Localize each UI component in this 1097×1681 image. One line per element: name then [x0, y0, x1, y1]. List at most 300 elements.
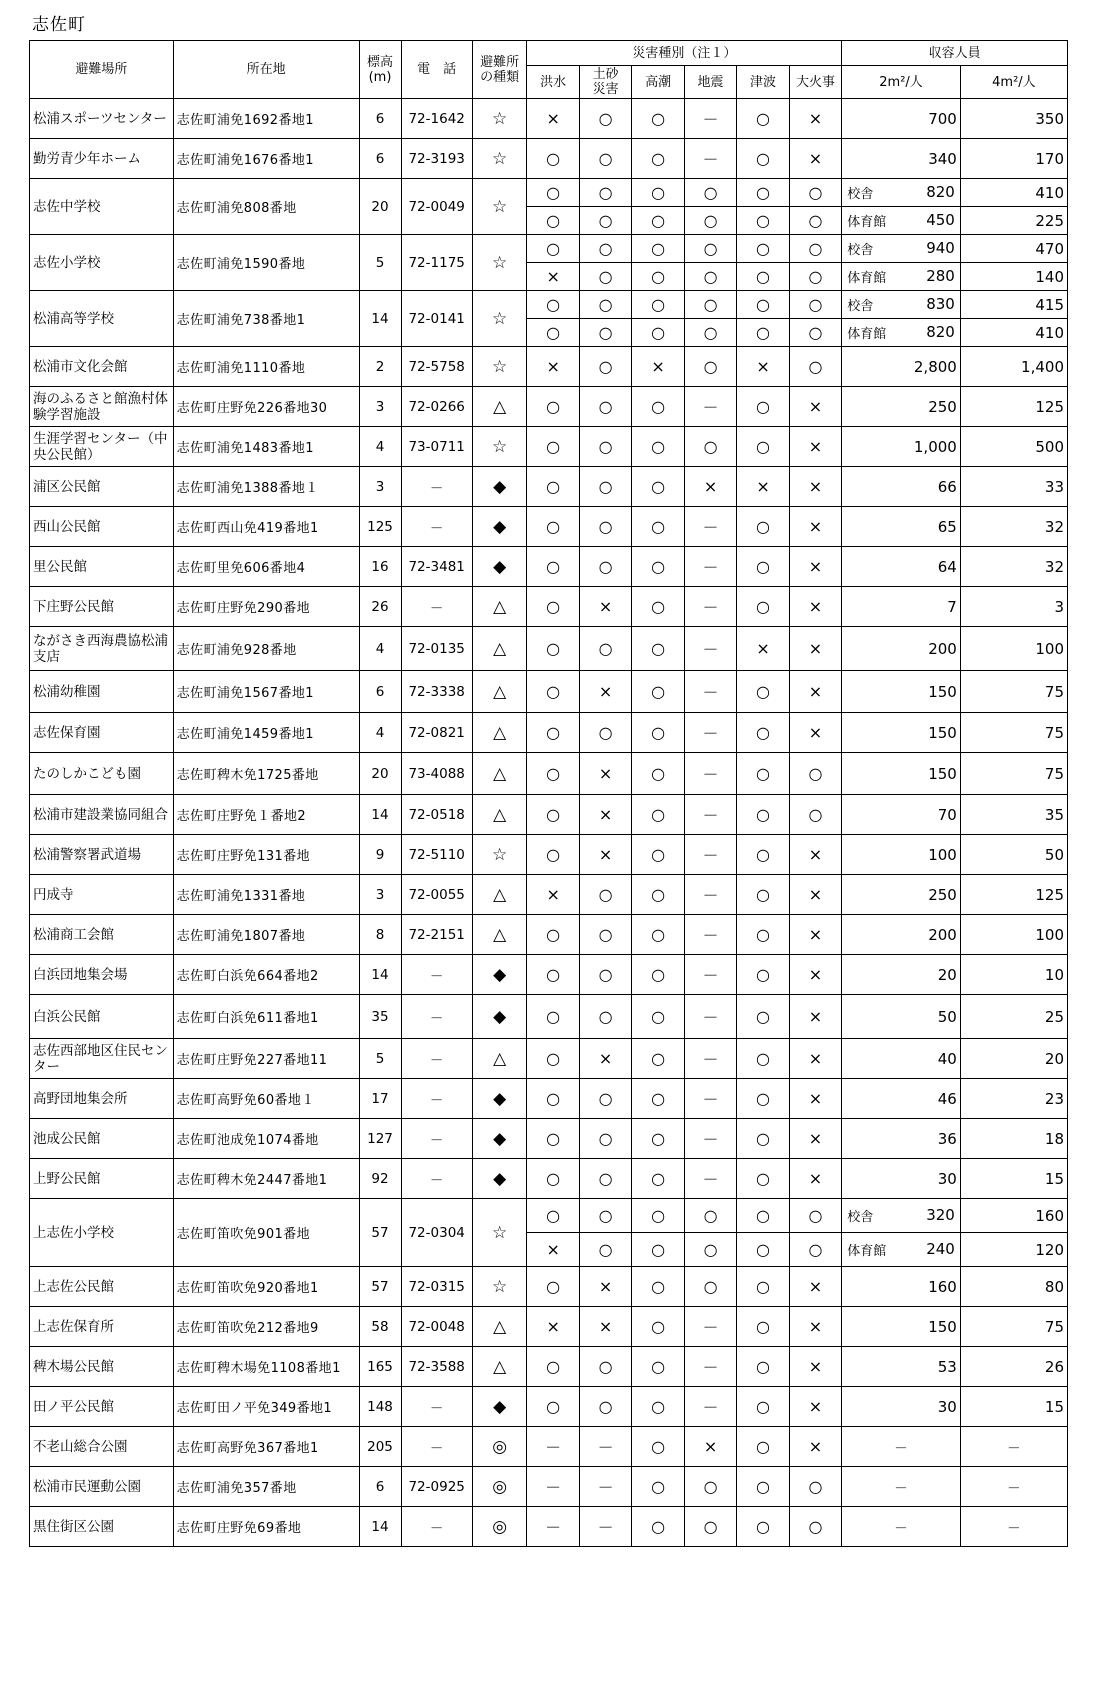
shelter-name: 黒住街区公園	[30, 1507, 174, 1547]
disaster-earthquake-mark: －	[684, 795, 736, 835]
table-row	[30, 1387, 1068, 1427]
disaster-flood-mark: ○	[527, 753, 579, 795]
capacity-4m-value: 75	[960, 1307, 1067, 1347]
disaster-earthquake-mark: ○	[684, 427, 736, 467]
shelter-name: 西山公民館	[30, 507, 174, 547]
disaster-tsunami-mark: ○	[737, 875, 789, 915]
disaster-large-fire-mark: ○	[789, 1199, 841, 1233]
shelter-name: 上志佐公民館	[30, 1267, 174, 1307]
disaster-large-fire-mark: ×	[789, 387, 841, 427]
disaster-earthquake-mark: ○	[684, 263, 736, 291]
shelter-phone: 72-5758	[401, 347, 472, 387]
disaster-tsunami-mark: ○	[737, 713, 789, 753]
disaster-landslide-mark: ×	[579, 835, 631, 875]
disaster-storm-surge-mark: ○	[632, 263, 684, 291]
shelter-elevation: 35	[359, 995, 401, 1039]
header-elevation: 標高 (m)	[359, 41, 401, 99]
disaster-storm-surge-mark: ○	[632, 179, 684, 207]
shelter-elevation: 4	[359, 627, 401, 671]
capacity-2m-value: 150	[842, 671, 961, 713]
capacity-2m-value: －	[842, 1427, 961, 1467]
disaster-tsunami-mark: ○	[737, 1267, 789, 1307]
table-row	[30, 1267, 1068, 1307]
disaster-tsunami-mark: ○	[737, 1039, 789, 1079]
shelter-address: 志佐町西山免419番地1	[173, 507, 359, 547]
table-row	[30, 995, 1068, 1039]
table-row	[30, 835, 1068, 875]
capacity-4m-value: 25	[960, 995, 1067, 1039]
shelter-elevation: 92	[359, 1159, 401, 1199]
shelter-type-symbol: ☆	[472, 347, 527, 387]
disaster-large-fire-mark: ○	[789, 291, 841, 319]
disaster-landslide-mark: ×	[579, 795, 631, 835]
shelter-name: 志佐小学校	[30, 235, 174, 291]
disaster-storm-surge-mark: ○	[632, 99, 684, 139]
capacity-2m-value: －	[842, 1507, 961, 1547]
capacity-2m-value: 150	[842, 713, 961, 753]
shelter-name: たのしかこども園	[30, 753, 174, 795]
capacity-2m-value: 250	[842, 875, 961, 915]
capacity-2m-value: 65	[842, 507, 961, 547]
capacity-4m-value: 15	[960, 1159, 1067, 1199]
shelter-address: 志佐町浦免1676番地1	[173, 139, 359, 179]
disaster-flood-mark: ○	[527, 1159, 579, 1199]
disaster-large-fire-mark: ○	[789, 795, 841, 835]
table-row	[30, 587, 1068, 627]
disaster-storm-surge-mark: ○	[632, 1267, 684, 1307]
capacity-4m-value: 18	[960, 1119, 1067, 1159]
shelter-address: 志佐町浦免928番地	[173, 627, 359, 671]
shelter-phone: 73-4088	[401, 753, 472, 795]
shelter-phone: －	[401, 1507, 472, 1547]
disaster-landslide-mark: ○	[579, 1159, 631, 1199]
disaster-storm-surge-mark: ○	[632, 627, 684, 671]
shelter-address: 志佐町浦免1110番地	[173, 347, 359, 387]
shelter-elevation: 20	[359, 179, 401, 235]
header-address: 所在地	[173, 41, 359, 99]
shelter-type-symbol: ◎	[472, 1467, 527, 1507]
capacity-4m-value: 415	[960, 291, 1067, 319]
shelter-name: 円成寺	[30, 875, 174, 915]
capacity-2m-value: 450	[926, 211, 955, 229]
disaster-large-fire-mark: ×	[789, 99, 841, 139]
disaster-earthquake-mark: －	[684, 1119, 736, 1159]
disaster-tsunami-mark: ○	[737, 387, 789, 427]
disaster-earthquake-mark: ○	[684, 347, 736, 387]
shelter-address: 志佐町池成免1074番地	[173, 1119, 359, 1159]
disaster-flood-mark: ○	[527, 835, 579, 875]
header-storm-surge: 高潮	[632, 66, 684, 99]
disaster-earthquake-mark: ○	[684, 1507, 736, 1547]
shelter-elevation: 6	[359, 671, 401, 713]
shelter-phone: 72-3338	[401, 671, 472, 713]
disaster-large-fire-mark: ×	[789, 1079, 841, 1119]
capacity-2m-cell	[842, 1199, 961, 1233]
capacity-4m-value: 50	[960, 835, 1067, 875]
disaster-storm-surge-mark: ○	[632, 671, 684, 713]
facility-part-label: 校舎	[847, 187, 874, 202]
disaster-landslide-mark: ○	[579, 507, 631, 547]
disaster-storm-surge-mark: ○	[632, 235, 684, 263]
disaster-storm-surge-mark: ○	[632, 1427, 684, 1467]
shelter-phone: －	[401, 587, 472, 627]
capacity-2m-cell	[842, 263, 961, 291]
shelter-phone: 72-5110	[401, 835, 472, 875]
shelter-type-symbol: △	[472, 587, 527, 627]
disaster-tsunami-mark: ○	[737, 179, 789, 207]
table-row	[30, 235, 1068, 263]
disaster-storm-surge-mark: ○	[632, 1079, 684, 1119]
shelter-elevation: 14	[359, 291, 401, 347]
table-row	[30, 291, 1068, 319]
shelter-address: 志佐町庄野免226番地30	[173, 387, 359, 427]
shelter-elevation: 20	[359, 753, 401, 795]
shelter-phone: 72-3481	[401, 547, 472, 587]
capacity-2m-value: 36	[842, 1119, 961, 1159]
table-row	[30, 1427, 1068, 1467]
shelter-type-symbol: ◎	[472, 1507, 527, 1547]
disaster-tsunami-mark: ×	[737, 627, 789, 671]
disaster-storm-surge-mark: ○	[632, 1467, 684, 1507]
shelter-address: 志佐町稗木免1725番地	[173, 753, 359, 795]
facility-part-label: 体育館	[847, 327, 887, 342]
shelter-type-symbol: ◆	[472, 1387, 527, 1427]
table-row	[30, 627, 1068, 671]
disaster-storm-surge-mark: ○	[632, 955, 684, 995]
shelter-phone: 72-0049	[401, 179, 472, 235]
disaster-tsunami-mark: ○	[737, 235, 789, 263]
table-row	[30, 99, 1068, 139]
disaster-storm-surge-mark: ○	[632, 291, 684, 319]
shelter-name: 志佐保育園	[30, 713, 174, 753]
shelter-name: 志佐西部地区住民センター	[30, 1039, 174, 1079]
disaster-large-fire-mark: ○	[789, 1233, 841, 1267]
shelter-type-symbol: △	[472, 713, 527, 753]
table-row	[30, 467, 1068, 507]
shelter-elevation: 14	[359, 955, 401, 995]
shelter-address: 志佐町庄野免69番地	[173, 1507, 359, 1547]
shelter-table	[29, 40, 1068, 1547]
table-row	[30, 1507, 1068, 1547]
shelter-address: 志佐町庄野免290番地	[173, 587, 359, 627]
disaster-large-fire-mark: ×	[789, 915, 841, 955]
disaster-large-fire-mark: ×	[789, 835, 841, 875]
disaster-earthquake-mark: －	[684, 671, 736, 713]
disaster-storm-surge-mark: ○	[632, 1039, 684, 1079]
facility-part-label: 体育館	[847, 215, 887, 230]
capacity-2m-value: 280	[926, 267, 955, 285]
shelter-name: 田ノ平公民館	[30, 1387, 174, 1427]
shelter-type-symbol: ◎	[472, 1427, 527, 1467]
disaster-flood-mark: ○	[527, 587, 579, 627]
capacity-4m-value: 120	[960, 1233, 1067, 1267]
shelter-name: ながさき西海農協松浦支店	[30, 627, 174, 671]
shelter-address: 志佐町白浜免664番地2	[173, 955, 359, 995]
disaster-large-fire-mark: ×	[789, 1387, 841, 1427]
shelter-elevation: 8	[359, 915, 401, 955]
shelter-type-symbol: ◆	[472, 1159, 527, 1199]
capacity-2m-value: 830	[926, 295, 955, 313]
capacity-4m-value: －	[960, 1467, 1067, 1507]
shelter-phone: 73-0711	[401, 427, 472, 467]
shelter-phone: 72-3193	[401, 139, 472, 179]
shelter-type-symbol: △	[472, 915, 527, 955]
shelter-address: 志佐町高野免60番地１	[173, 1079, 359, 1119]
disaster-flood-mark: ○	[527, 671, 579, 713]
disaster-large-fire-mark: ×	[789, 1039, 841, 1079]
disaster-flood-mark: ×	[527, 1233, 579, 1267]
table-row	[30, 875, 1068, 915]
disaster-flood-mark: ○	[527, 1079, 579, 1119]
disaster-large-fire-mark: ○	[789, 319, 841, 347]
shelter-elevation: 6	[359, 99, 401, 139]
disaster-large-fire-mark: ×	[789, 875, 841, 915]
header-phone: 電 話	[401, 41, 472, 99]
disaster-tsunami-mark: ○	[737, 1199, 789, 1233]
disaster-tsunami-mark: ○	[737, 547, 789, 587]
shelter-phone: 72-1175	[401, 235, 472, 291]
disaster-flood-mark: ○	[527, 235, 579, 263]
capacity-2m-cell	[842, 319, 961, 347]
capacity-2m-value: 64	[842, 547, 961, 587]
disaster-earthquake-mark: ×	[684, 467, 736, 507]
shelter-address: 志佐町浦免1388番地１	[173, 467, 359, 507]
disaster-storm-surge-mark: ○	[632, 1199, 684, 1233]
disaster-landslide-mark: ○	[579, 319, 631, 347]
shelter-address: 志佐町高野免367番地1	[173, 1427, 359, 1467]
capacity-4m-value: 75	[960, 753, 1067, 795]
disaster-landslide-mark: ○	[579, 467, 631, 507]
capacity-2m-cell	[842, 179, 961, 207]
facility-part-label: 体育館	[847, 1244, 887, 1259]
capacity-4m-value: 125	[960, 387, 1067, 427]
disaster-storm-surge-mark: ○	[632, 1119, 684, 1159]
shelter-elevation: 165	[359, 1347, 401, 1387]
capacity-4m-value: 26	[960, 1347, 1067, 1387]
shelter-type-symbol: ☆	[472, 235, 527, 291]
disaster-large-fire-mark: ○	[789, 347, 841, 387]
shelter-elevation: 5	[359, 235, 401, 291]
shelter-phone: 72-0315	[401, 1267, 472, 1307]
shelter-address: 志佐町稗木免2447番地1	[173, 1159, 359, 1199]
shelter-phone: 72-0048	[401, 1307, 472, 1347]
capacity-2m-value: 240	[926, 1240, 955, 1258]
shelter-address: 志佐町笛吹免920番地1	[173, 1267, 359, 1307]
disaster-landslide-mark: ○	[579, 139, 631, 179]
shelter-phone: 72-0135	[401, 627, 472, 671]
disaster-storm-surge-mark: ○	[632, 319, 684, 347]
capacity-4m-value: 470	[960, 235, 1067, 263]
disaster-earthquake-mark: －	[684, 915, 736, 955]
table-row	[30, 1347, 1068, 1387]
disaster-storm-surge-mark: ○	[632, 995, 684, 1039]
shelter-elevation: 14	[359, 1507, 401, 1547]
disaster-earthquake-mark: ○	[684, 1233, 736, 1267]
shelter-elevation: 2	[359, 347, 401, 387]
shelter-elevation: 6	[359, 139, 401, 179]
disaster-large-fire-mark: ○	[789, 1507, 841, 1547]
disaster-earthquake-mark: －	[684, 587, 736, 627]
table-row	[30, 1467, 1068, 1507]
shelter-name: 海のふるさと館漁村体験学習施設	[30, 387, 174, 427]
disaster-landslide-mark: ×	[579, 587, 631, 627]
disaster-tsunami-mark: ○	[737, 1307, 789, 1347]
header-earthquake: 地震	[684, 66, 736, 99]
capacity-4m-value: 35	[960, 795, 1067, 835]
shelter-type-symbol: △	[472, 753, 527, 795]
shelter-phone: －	[401, 1119, 472, 1159]
disaster-landslide-mark: －	[579, 1467, 631, 1507]
shelter-name: 松浦市文化会館	[30, 347, 174, 387]
shelter-address: 志佐町浦免1331番地	[173, 875, 359, 915]
disaster-tsunami-mark: ○	[737, 835, 789, 875]
disaster-tsunami-mark: ○	[737, 507, 789, 547]
disaster-tsunami-mark: ○	[737, 1467, 789, 1507]
facility-part-label: 体育館	[847, 271, 887, 286]
disaster-tsunami-mark: ○	[737, 753, 789, 795]
disaster-earthquake-mark: －	[684, 995, 736, 1039]
capacity-2m-value: 66	[842, 467, 961, 507]
disaster-tsunami-mark: ○	[737, 263, 789, 291]
disaster-large-fire-mark: ×	[789, 627, 841, 671]
disaster-landslide-mark: ○	[579, 263, 631, 291]
shelter-type-symbol: ☆	[472, 835, 527, 875]
shelter-elevation: 58	[359, 1307, 401, 1347]
disaster-storm-surge-mark: ○	[632, 1159, 684, 1199]
capacity-4m-value: 125	[960, 875, 1067, 915]
disaster-tsunami-mark: ○	[737, 587, 789, 627]
capacity-4m-value: 3	[960, 587, 1067, 627]
shelter-address: 志佐町笛吹免212番地9	[173, 1307, 359, 1347]
shelter-type-symbol: ☆	[472, 139, 527, 179]
shelter-type-symbol: △	[472, 1039, 527, 1079]
shelter-name: 志佐中学校	[30, 179, 174, 235]
capacity-4m-value: 100	[960, 627, 1067, 671]
table-row	[30, 139, 1068, 179]
disaster-large-fire-mark: ×	[789, 1119, 841, 1159]
facility-part-label: 校舎	[847, 243, 874, 258]
disaster-landslide-mark: ○	[579, 875, 631, 915]
header-capacity-group: 収容人員	[842, 41, 1068, 66]
disaster-landslide-mark: ○	[579, 427, 631, 467]
disaster-large-fire-mark: ×	[789, 1427, 841, 1467]
disaster-landslide-mark: ×	[579, 1307, 631, 1347]
shelter-name: 浦区公民館	[30, 467, 174, 507]
disaster-large-fire-mark: ○	[789, 263, 841, 291]
disaster-flood-mark: ○	[527, 139, 579, 179]
disaster-earthquake-mark: －	[684, 875, 736, 915]
shelter-type-symbol: △	[472, 875, 527, 915]
capacity-2m-cell	[842, 207, 961, 235]
disaster-landslide-mark: ○	[579, 713, 631, 753]
disaster-landslide-mark: ○	[579, 1119, 631, 1159]
shelter-elevation: 57	[359, 1267, 401, 1307]
disaster-tsunami-mark: ×	[737, 467, 789, 507]
disaster-large-fire-mark: ×	[789, 427, 841, 467]
capacity-2m-value: 53	[842, 1347, 961, 1387]
capacity-2m-value: 100	[842, 835, 961, 875]
shelter-name: 稗木場公民館	[30, 1347, 174, 1387]
disaster-tsunami-mark: ○	[737, 207, 789, 235]
capacity-2m-cell	[842, 1233, 961, 1267]
shelter-phone: －	[401, 507, 472, 547]
shelter-phone: 72-3588	[401, 1347, 472, 1387]
header-type: 避難所 の種類	[472, 41, 527, 99]
shelter-type-symbol: △	[472, 627, 527, 671]
capacity-4m-value: 140	[960, 263, 1067, 291]
disaster-storm-surge-mark: ○	[632, 713, 684, 753]
shelter-phone: －	[401, 1079, 472, 1119]
shelter-address: 志佐町浦免1483番地1	[173, 427, 359, 467]
disaster-tsunami-mark: ○	[737, 795, 789, 835]
disaster-earthquake-mark: ×	[684, 1427, 736, 1467]
shelter-name: 不老山総合公園	[30, 1427, 174, 1467]
disaster-landslide-mark: －	[579, 1507, 631, 1547]
shelter-address: 志佐町白浜免611番地1	[173, 995, 359, 1039]
disaster-tsunami-mark: ○	[737, 1507, 789, 1547]
shelter-address: 志佐町浦免1567番地1	[173, 671, 359, 713]
shelter-type-symbol: ◆	[472, 507, 527, 547]
disaster-earthquake-mark: ○	[684, 319, 736, 347]
disaster-tsunami-mark: ○	[737, 99, 789, 139]
disaster-large-fire-mark: ×	[789, 713, 841, 753]
table-row	[30, 547, 1068, 587]
shelter-address: 志佐町稗木場免1108番地1	[173, 1347, 359, 1387]
header-disaster-group: 災害種別（注１）	[527, 41, 842, 66]
disaster-landslide-mark: ○	[579, 347, 631, 387]
disaster-landslide-mark: ○	[579, 99, 631, 139]
capacity-2m-value: 940	[926, 239, 955, 257]
capacity-4m-value: 170	[960, 139, 1067, 179]
disaster-tsunami-mark: ○	[737, 1347, 789, 1387]
table-row	[30, 713, 1068, 753]
disaster-flood-mark: ○	[527, 1267, 579, 1307]
shelter-name: 松浦市建設業協同組合	[30, 795, 174, 835]
table-row	[30, 795, 1068, 835]
disaster-storm-surge-mark: ○	[632, 467, 684, 507]
shelter-name: 松浦警察署武道場	[30, 835, 174, 875]
shelter-address: 志佐町浦免357番地	[173, 1467, 359, 1507]
disaster-large-fire-mark: ×	[789, 1267, 841, 1307]
disaster-flood-mark: ○	[527, 319, 579, 347]
shelter-name: 白浜公民館	[30, 995, 174, 1039]
disaster-earthquake-mark: －	[684, 1039, 736, 1079]
disaster-tsunami-mark: ○	[737, 1159, 789, 1199]
disaster-flood-mark: ○	[527, 467, 579, 507]
shelter-phone: 72-0141	[401, 291, 472, 347]
table-row	[30, 955, 1068, 995]
facility-part-label: 校舎	[847, 299, 874, 314]
shelter-name: 勤労青少年ホーム	[30, 139, 174, 179]
capacity-4m-value: 1,400	[960, 347, 1067, 387]
disaster-flood-mark: ○	[527, 915, 579, 955]
capacity-2m-value: 820	[926, 183, 955, 201]
disaster-landslide-mark: ×	[579, 1267, 631, 1307]
shelter-name: 里公民館	[30, 547, 174, 587]
disaster-tsunami-mark: ○	[737, 1387, 789, 1427]
header-tsunami: 津波	[737, 66, 789, 99]
shelter-elevation: 205	[359, 1427, 401, 1467]
capacity-4m-value: 32	[960, 507, 1067, 547]
shelter-elevation: 127	[359, 1119, 401, 1159]
disaster-landslide-mark: ○	[579, 1079, 631, 1119]
shelter-name: 白浜団地集会場	[30, 955, 174, 995]
shelter-type-symbol: △	[472, 795, 527, 835]
disaster-flood-mark: ○	[527, 547, 579, 587]
shelter-phone: 72-0304	[401, 1199, 472, 1267]
facility-part-label: 校舎	[847, 1210, 874, 1225]
disaster-earthquake-mark: －	[684, 955, 736, 995]
